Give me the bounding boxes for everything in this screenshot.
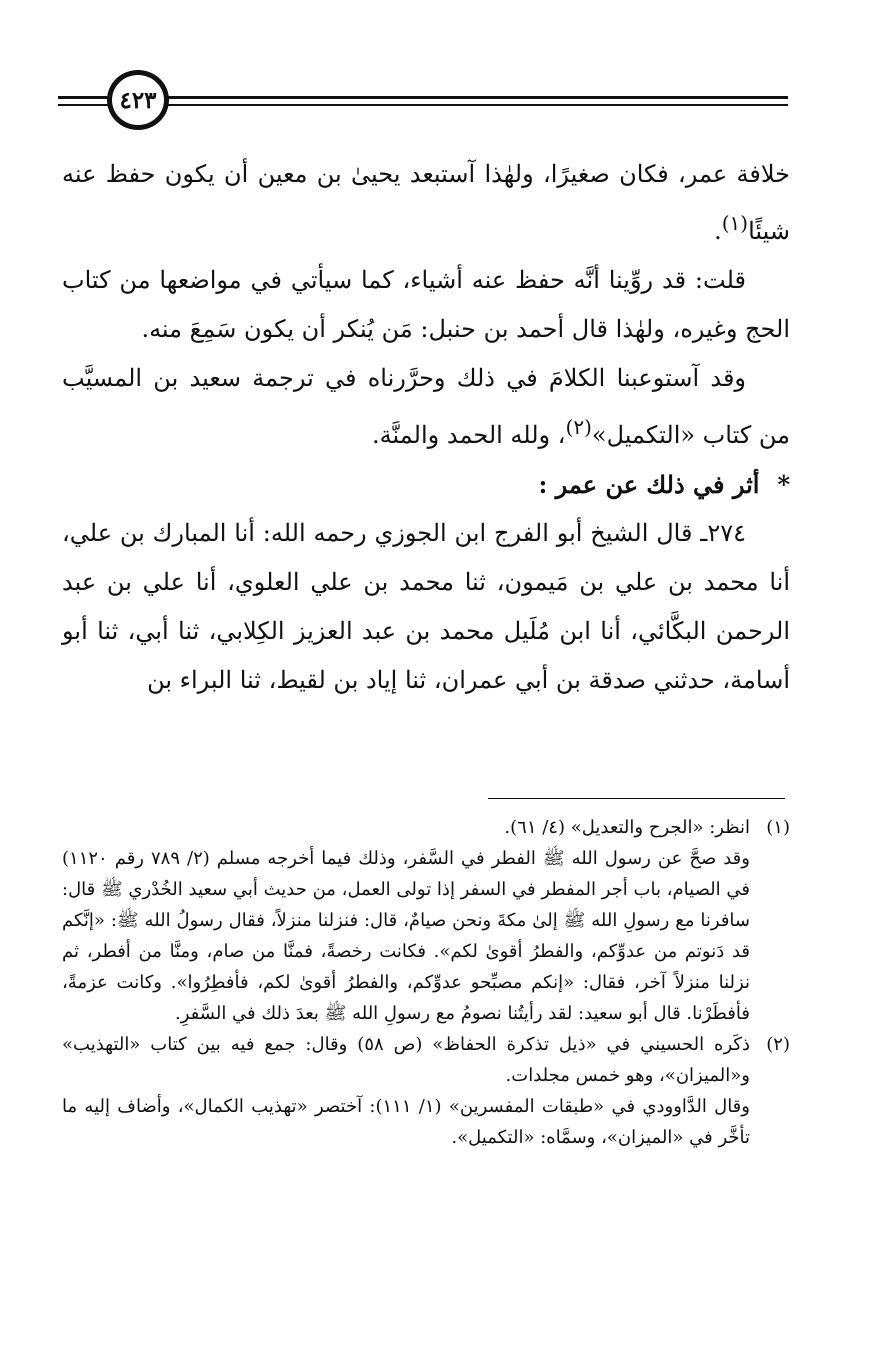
footnote-line: وقد صحَّ عن رسول الله ﷺ الفطر في السَّفر، وذلك فيما أخرجه مسلم (٢/ ٧٨٩ رقم ١١٢٠) في الصيام، باب أجر المفطر في السفر إذا تولى العمل، من حديث أبي سعيد الخُدْري ﷺ قال: سافرنا مع رسولِ الله ﷺ إلىٰ مكةَ ونحن صيامٌ، قال: فنزلنا منزلاً، فقال رسولُ الله ﷺ: «إنَّكم قد دَنوتم من عدوِّكم، والفطرُ أقوىٰ لكم». فكانت رخصةً، فمنَّا من صام، ومنَّا من أفطر، ثم نزلنا منزلاً آخر، فقال: «إنكم مصبِّحو عدوِّكم، والفطرُ أقوىٰ لكم، فأفطِرُوا». وكانت عزمةً، فأفطَرْنا. قال أبو سعيد: لقد رأيتُنا نصومُ مع رسولِ الله ﷺ بعدَ ذلك في السَّفرِ. xyxy=(62,848,750,1024)
footnote-divider xyxy=(488,798,785,799)
header-rule xyxy=(168,104,788,106)
footnotes xyxy=(62,812,790,1153)
footnote xyxy=(62,1029,790,1153)
header-rule xyxy=(58,96,110,99)
narration-paragraph: ٢٧٤ـ قال الشيخ أبو الفرج ابن الجوزي رحمه الله: أنا المبارك بن علي، أنا محمد بن علي بن مَيمون، ثنا محمد بن علي العلوي، أنا علي بن عبد الرحمن البكَّائي، أنا ابن مُلَيل محمد بن عبد العزيز الكِلابي، ثنا أبي، ثنا أبو أسامة، حدثني صدقة بن أبي عمران، ثنا إياد بن لقيط، ثنا البراء بن xyxy=(62,519,790,694)
footnote-line: وقال الدَّاوودي في «طبقات المفسرين» (١/ ١١١): آختصر «تهذيب الكمال»، وأضاف إليه ما تأخَّر في «الميزان»، وسمَّاه: «التكميل». xyxy=(62,1096,750,1148)
footnote-ref: (٢) xyxy=(565,415,592,439)
main-text xyxy=(62,150,790,705)
footnote-line: انظر: «الجرح والتعديل» (٤/ ٦١). xyxy=(504,817,750,838)
paragraph: وقد آستوعبنا الكلامَ في ذلك وحرَّرناه في ترجمة سعيد بن المسيَّب من كتاب «التكميل»$^{(٢)}$، ولله الحمد والمنَّة. xyxy=(62,364,790,449)
paragraph: خلافة عمر، فكان صغيرًا، ولهٰذا آستبعد يحيىٰ بن معين أن يكون حفظ عنه شيئًا$^{(١)}$. xyxy=(62,160,790,245)
footnote-ref: (١) xyxy=(721,211,749,235)
footnote xyxy=(62,812,790,1029)
page-header xyxy=(58,70,788,140)
footnote-line: ذكَره الحسيني في «ذيل تذكرة الحفاظ» (ص ٥٨) وقال: جمع فيه بين كتاب «التهذيب» و«الميزان»، وهو خمس مجلدات. xyxy=(62,1034,750,1086)
header-rule xyxy=(58,104,110,106)
section-heading: *أثر في ذلك عن عمر : xyxy=(62,460,790,509)
page-number: ٤٢٣ xyxy=(107,70,169,130)
header-rule xyxy=(168,96,788,99)
paragraph: قلت: قد روِّينا أنَّه حفظ عنه أشياء، كما سيأتي في مواضعها من كتاب الحج وغيره، ولهٰذا قال أحمد بن حنبل: مَن يُنكر أن يكون سَمِعَ منه. xyxy=(62,266,790,343)
footnote-number: (١) xyxy=(766,817,790,838)
star-icon: * xyxy=(777,470,790,499)
footnote-number: (٢) xyxy=(766,1034,790,1055)
